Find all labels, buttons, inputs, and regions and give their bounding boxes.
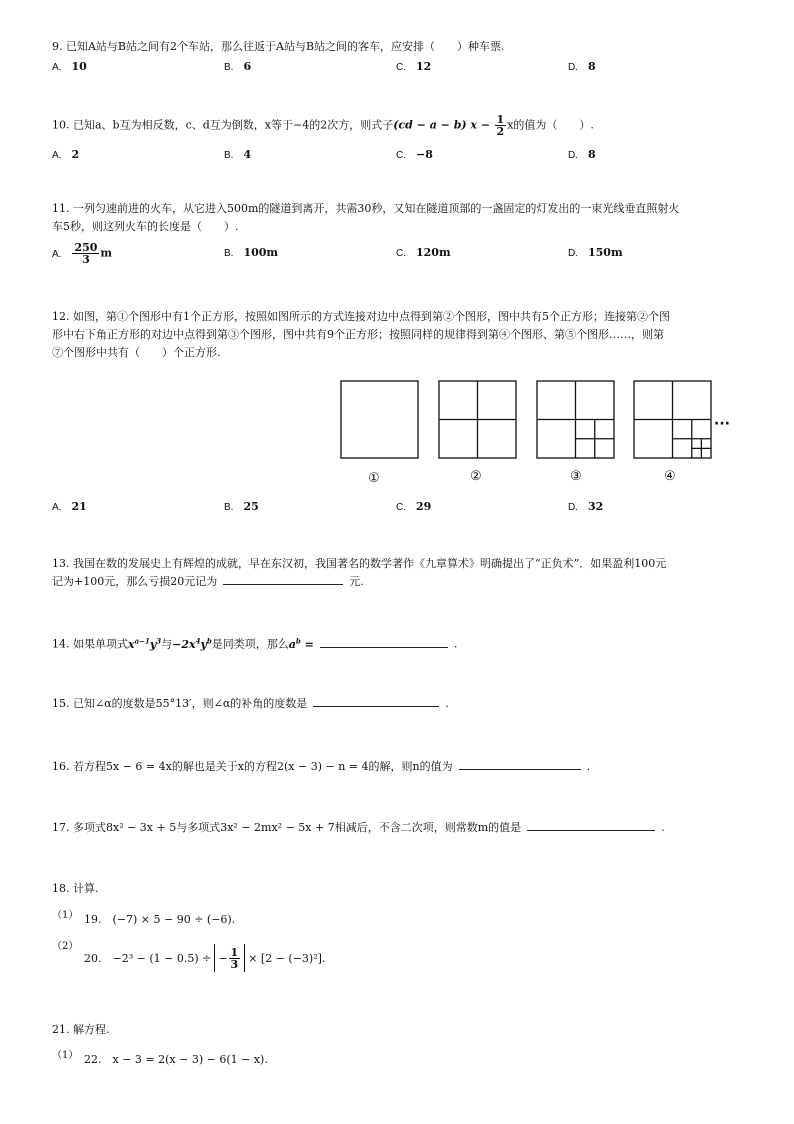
option-value: 25	[243, 500, 259, 513]
q11-option-a-fraction	[72, 242, 99, 265]
q17-prefix: 17. 多项式8x² − 3x + 5与多项式3x² − 2mx² − 5x + 7相减后，不含二次项，则常数m的值是	[52, 821, 522, 834]
q9-option-a[interactable]	[52, 60, 87, 73]
coef-x: −2x	[172, 637, 196, 651]
q9-option-d[interactable]	[568, 60, 596, 73]
fraction-numerator: 1	[496, 113, 505, 126]
option-value: 2	[71, 148, 80, 161]
q10-option-d[interactable]	[568, 148, 596, 161]
q21-sub1-number: （1）	[52, 1050, 79, 1061]
option-letter: B.	[224, 502, 234, 513]
option-letter: A.	[52, 62, 62, 73]
var-y: y	[200, 637, 207, 651]
question-13-line1: 13. 我国在数的发展史上有辉煌的成就，早在东汉初，我国著名的数学著作《九章算术》明确提出了“正负术”．如果盈利100元	[52, 557, 667, 570]
period: .	[453, 637, 458, 651]
option-value: 21	[71, 500, 87, 513]
question-15-text	[52, 695, 449, 712]
option-value: 8	[588, 148, 596, 161]
figure-label-4: ④	[664, 469, 676, 484]
equals-sign: =	[300, 637, 314, 651]
q10-fraction	[495, 114, 507, 137]
expr-suffix: × [2 − (−3)²].	[248, 951, 326, 965]
figure-ellipsis: ···	[714, 416, 730, 432]
q11-option-a[interactable]	[52, 242, 112, 265]
exponent: a−1	[134, 636, 150, 645]
q9-option-c[interactable]	[396, 60, 431, 73]
question-18-title: 18. 计算.	[52, 882, 99, 895]
option-letter: B.	[224, 248, 234, 259]
minus-sign: −	[218, 951, 228, 965]
exponent: b	[295, 636, 301, 645]
figure-2	[439, 381, 516, 458]
figure-label-1: ①	[368, 471, 380, 486]
option-letter: A.	[52, 248, 62, 260]
option-value: 120m	[416, 246, 451, 259]
q10-prefix: 10. 已知a、b互为相反数，c、d互为倒数，x等于−4的2次方，则式子	[52, 118, 394, 132]
var-y: y	[149, 637, 157, 651]
question-16-text	[52, 758, 590, 775]
question-17-text	[52, 819, 665, 836]
expr-prefix: 20. −2³ − (1 − 0.5) ÷	[84, 951, 212, 965]
option-letter: D.	[568, 62, 578, 73]
question-14-text	[52, 632, 457, 653]
question-11-line2: 车5秒，则这列火车的长度是（ ）.	[52, 220, 239, 233]
square-figures	[330, 372, 750, 492]
question-9-text: 9. 已知A站与B站之间有2个车站，那么往返于A站与B站之间的客车，应安排（ ）种车票.	[52, 40, 505, 53]
option-value: −8	[416, 148, 433, 161]
var-x: x	[128, 637, 135, 651]
question-21-title: 21. 解方程.	[52, 1023, 110, 1036]
option-letter: C.	[396, 150, 406, 161]
q10-suffix: x的值为（ ）.	[507, 118, 594, 132]
q13-prefix: 记为+100元，那么亏损20元记为	[52, 575, 218, 588]
option-letter: C.	[396, 248, 406, 259]
fraction-denominator: 2	[496, 125, 505, 138]
option-value: 12	[416, 60, 432, 73]
absolute-value	[214, 944, 245, 972]
monomial-2	[172, 638, 212, 651]
figure-1-square	[341, 381, 418, 458]
option-letter: C.	[396, 62, 406, 73]
q16-prefix: 16. 若方程5x − 6 = 4x的解也是关于x的方程2(x − 3) − n = 4的解，则n的值为	[52, 760, 453, 773]
q10-option-c[interactable]	[396, 148, 433, 161]
question-12-line3: ⑦个图形中共有（ ）个正方形.	[52, 346, 221, 359]
option-letter: B.	[224, 150, 234, 161]
exponent: 3	[156, 636, 162, 645]
option-letter: A.	[52, 502, 62, 513]
option-value: 8	[588, 60, 596, 73]
fraction-numerator: 1	[230, 945, 239, 959]
period: .	[586, 760, 591, 773]
q12-option-d[interactable]	[568, 500, 603, 513]
unit: m	[100, 246, 113, 260]
q15-prefix: 15. 已知∠α的度数是55°13′，则∠α的补角的度数是	[52, 697, 308, 710]
option-value: 4	[243, 148, 252, 161]
option-letter: B.	[224, 62, 234, 73]
question-12-line2: 形中右下角正方形的对边中点得到第③个图形，图中共有9个正方形；按照同样的规律得到第④个图形、第⑤个图形……，则第	[52, 328, 664, 341]
option-letter: D.	[568, 502, 578, 513]
q12-option-b[interactable]	[224, 500, 259, 513]
question-13-line2	[52, 573, 364, 590]
option-letter: D.	[568, 248, 578, 259]
answer-blank[interactable]	[313, 696, 439, 707]
q10-option-a[interactable]	[52, 148, 79, 161]
fraction-numerator: 250	[74, 241, 98, 254]
q13-suffix: 元.	[349, 575, 364, 588]
figure-label-2: ②	[470, 469, 482, 484]
q12-option-a[interactable]	[52, 500, 87, 513]
fraction-denominator: 3	[82, 253, 90, 266]
period: .	[661, 821, 665, 834]
q12-option-c[interactable]	[396, 500, 431, 513]
fraction-denominator: 3	[230, 957, 239, 971]
q18-sub1-number: （1）	[52, 910, 79, 921]
option-value: 29	[416, 500, 432, 513]
q9-option-b[interactable]	[224, 60, 251, 73]
var-a: a	[288, 637, 296, 651]
option-value: 100m	[243, 246, 279, 259]
q10-option-b[interactable]	[224, 148, 251, 161]
q18-sub1-expression: 19. (−7) × 5 − 90 ÷ (−6).	[84, 913, 236, 926]
answer-blank[interactable]	[527, 820, 655, 831]
option-letter: D.	[568, 150, 578, 161]
option-value: 150m	[588, 246, 623, 259]
option-value: 10	[71, 60, 87, 73]
exponent: 4	[195, 636, 201, 645]
option-value: 6	[243, 60, 252, 73]
q14-prefix: 14. 如果单项式	[52, 637, 128, 651]
answer-blank[interactable]	[459, 759, 581, 770]
q21-sub1-equation: 22. x − 3 = 2(x − 3) − 6(1 − x).	[84, 1053, 268, 1066]
answer-blank[interactable]	[223, 574, 343, 585]
q18-sub2-expression	[84, 944, 325, 972]
period: .	[445, 697, 449, 710]
q14-mid-text: 是同类项，那么	[211, 637, 289, 651]
result-expression	[289, 638, 314, 651]
q11-option-d[interactable]	[568, 246, 623, 259]
exponent: b	[206, 636, 212, 645]
fraction	[229, 947, 241, 970]
q14-connector: 与	[161, 637, 173, 651]
question-10-text	[52, 114, 594, 137]
answer-blank[interactable]	[320, 637, 448, 648]
q10-expression: (cd − a − b) x −	[393, 118, 491, 132]
figure-4	[634, 381, 711, 458]
question-11-line1: 11. 一列匀速前进的火车，从它进入500m的隧道到离开，共需30秒，又知在隧道顶部的一盏固定的灯发出的一束光线垂直照射火	[52, 202, 680, 215]
question-12-line1: 12. 如图，第①个图形中有1个正方形，按照如图所示的方式连接对边中点得到第②个图形，图中共有5个正方形；连接第②个图	[52, 310, 670, 323]
figure-3	[537, 381, 614, 458]
option-letter: A.	[52, 150, 62, 161]
q11-option-c[interactable]	[396, 246, 451, 259]
option-value: 32	[588, 500, 604, 513]
monomial-1	[128, 638, 161, 651]
q11-option-b[interactable]	[224, 246, 278, 259]
option-letter: C.	[396, 502, 406, 513]
q18-sub2-number: （2）	[52, 941, 79, 952]
figure-label-3: ③	[570, 469, 582, 484]
